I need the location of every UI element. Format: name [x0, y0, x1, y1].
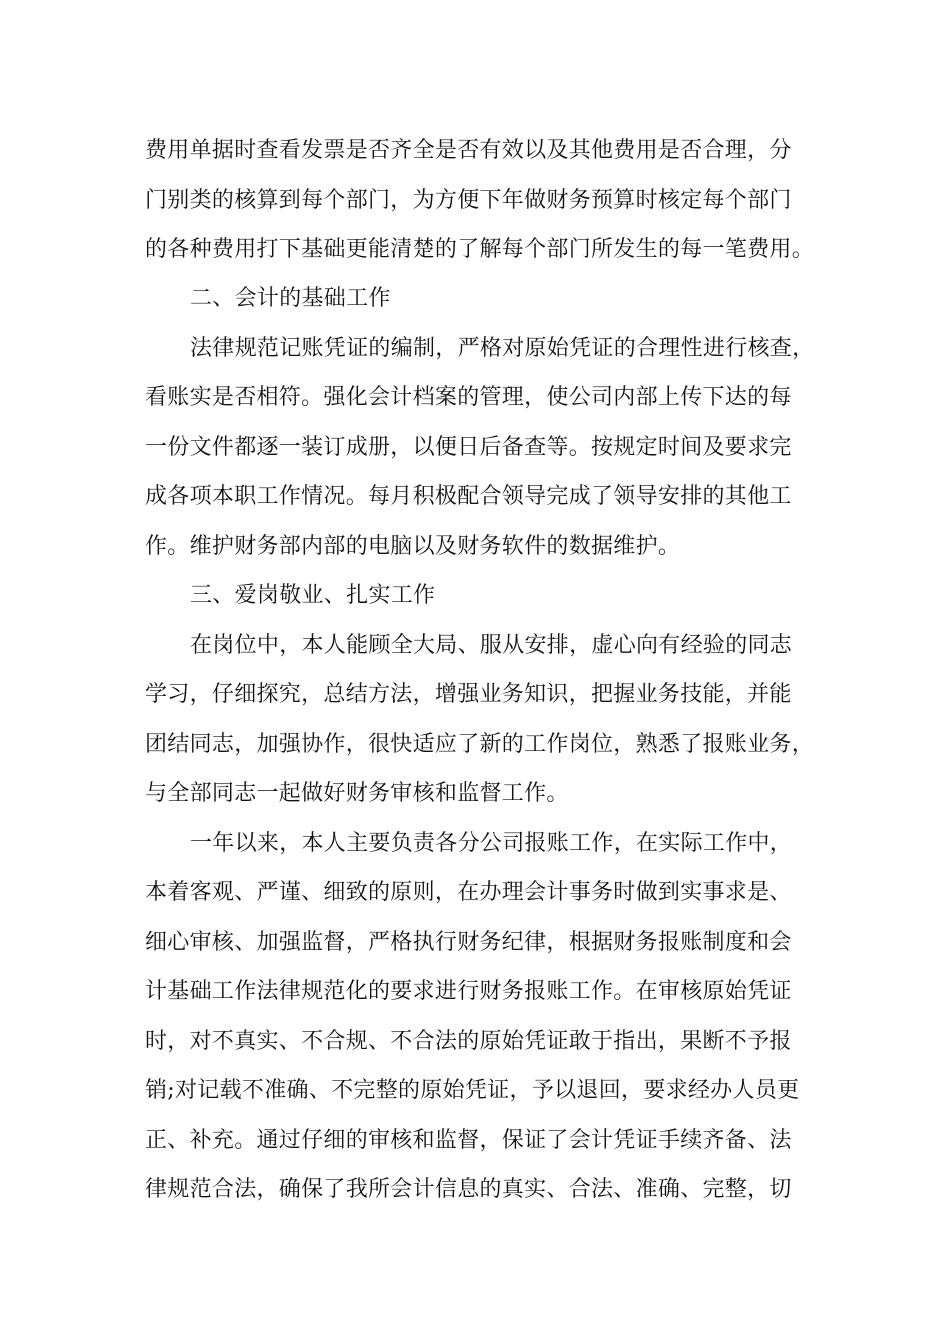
text-line: 律规范合法，确保了我所会计信息的真实、合法、准确、完整，切: [145, 1177, 792, 1202]
text-line: 费用单据时查看发票是否齐全是否有效以及其他费用是否合理，分: [145, 138, 792, 163]
text-line: 正、补充。通过仔细的审核和监督，保证了会计凭证手续齐备、法: [145, 1128, 792, 1153]
text-line: 看账实是否相符。强化会计档案的管理，使公司内部上传下达的每: [145, 385, 792, 410]
text-line: 一份文件都逐一装订成册，以便日后备查等。按规定时间及要求完: [145, 435, 792, 460]
text-line: 与全部同志一起做好财务审核和监督工作。: [145, 781, 569, 806]
section-heading: 三、爱岗敬业、扎实工作: [190, 583, 436, 608]
text-line: 一年以来，本人主要负责各分公司报账工作，在实际工作中，: [190, 831, 793, 856]
text-line: 细心审核、加强监督，严格执行财务纪律，根据财务报账制度和会: [145, 930, 792, 955]
text-line: 时，对不真实、不合规、不合法的原始凭证敢于指出，果断不予报: [145, 1029, 792, 1054]
text-line: 的各种费用打下基础更能清楚的了解每个部门所发生的每一笔费用。: [145, 237, 815, 262]
text-line: 门别类的核算到每个部门，为方便下年做财务预算时核定每个部门: [145, 188, 792, 213]
text-line: 销;对记载不准确、不完整的原始凭证，予以退回，要求经办人员更: [145, 1078, 800, 1103]
text-line: 成各项本职工作情况。每月积极配合领导完成了领导安排的其他工: [145, 484, 792, 509]
text-line: 作。维护财务部内部的电脑以及财务软件的数据维护。: [145, 534, 681, 559]
section-heading: 二、会计的基础工作: [190, 286, 391, 311]
text-line: 本着客观、严谨、细致的原则，在办理会计事务时做到实事求是、: [145, 880, 792, 905]
text-line: 法律规范记账凭证的编制，严格对原始凭证的合理性进行核查，: [190, 336, 815, 361]
text-line: 在岗位中，本人能顾全大局、服从安排，虚心向有经验的同志: [190, 633, 793, 658]
text-line: 团结同志，加强协作，很快适应了新的工作岗位，熟悉了报账业务，: [145, 732, 815, 757]
text-line: 学习，仔细探究，总结方法，增强业务知识，把握业务技能，并能: [145, 682, 792, 707]
text-line: 计基础工作法律规范化的要求进行财务报账工作。在审核原始凭证: [145, 979, 792, 1004]
